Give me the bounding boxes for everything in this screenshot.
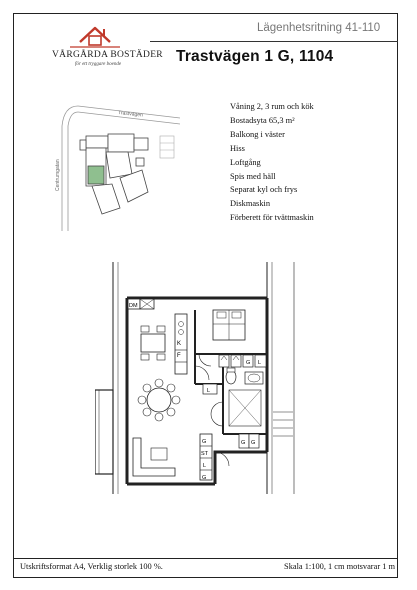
floor-plan [95,262,315,494]
page-title: Trastvägen 1 G, 1104 [176,48,334,65]
feature-item: Balkong i väster [230,129,285,139]
scale-note: Skala 1:100, 1 cm motsvarar 1 m [284,562,395,571]
label-l3: L [207,388,211,394]
label-g1: G [202,439,207,445]
feature-item: Spis med häll [230,171,276,181]
label-k: K [177,341,182,347]
feature-item: Diskmaskin [230,199,271,209]
label-g3: G [246,360,251,366]
feature-list [230,100,314,225]
header-divider [150,41,398,42]
label-st: ST [201,451,209,457]
company-tagline: för ett tryggare boende [75,62,122,67]
feature-item: Våning 2, 3 rum och kök [230,102,314,111]
street-label-left: Centrumgatan [55,159,61,191]
dining-table [141,334,165,352]
feature-item: Förberett för tvättmaskin [230,213,314,223]
company-logo [40,22,163,70]
feature-item: Bostadsyta 65,3 m² [230,115,295,125]
label-l2: L [258,360,262,366]
label-g5: G [251,440,256,446]
balcony [95,390,113,474]
label-dm: DM [129,303,138,309]
company-name: VÅRGÅRDA BOSTÄDER [52,50,163,60]
label-f: F [177,353,181,359]
footer-divider [13,558,398,559]
highlighted-apartment [88,166,104,184]
feature-item: Separat kyl och frys [230,185,298,195]
site-map [50,96,185,231]
document-label: Lägenhetsritning 41-110 [257,22,381,34]
label-l1: L [203,463,207,469]
feature-item: Loftgång [230,157,261,167]
feature-item: Hiss [230,143,245,153]
label-g2: G [202,475,207,481]
label-g4: G [241,440,246,446]
print-format: Utskriftsformat A4, Verklig storlek 100 %. [20,562,163,571]
house-icon [40,22,150,50]
street-label-top: Trastvägen [117,110,144,119]
round-table [147,388,171,412]
